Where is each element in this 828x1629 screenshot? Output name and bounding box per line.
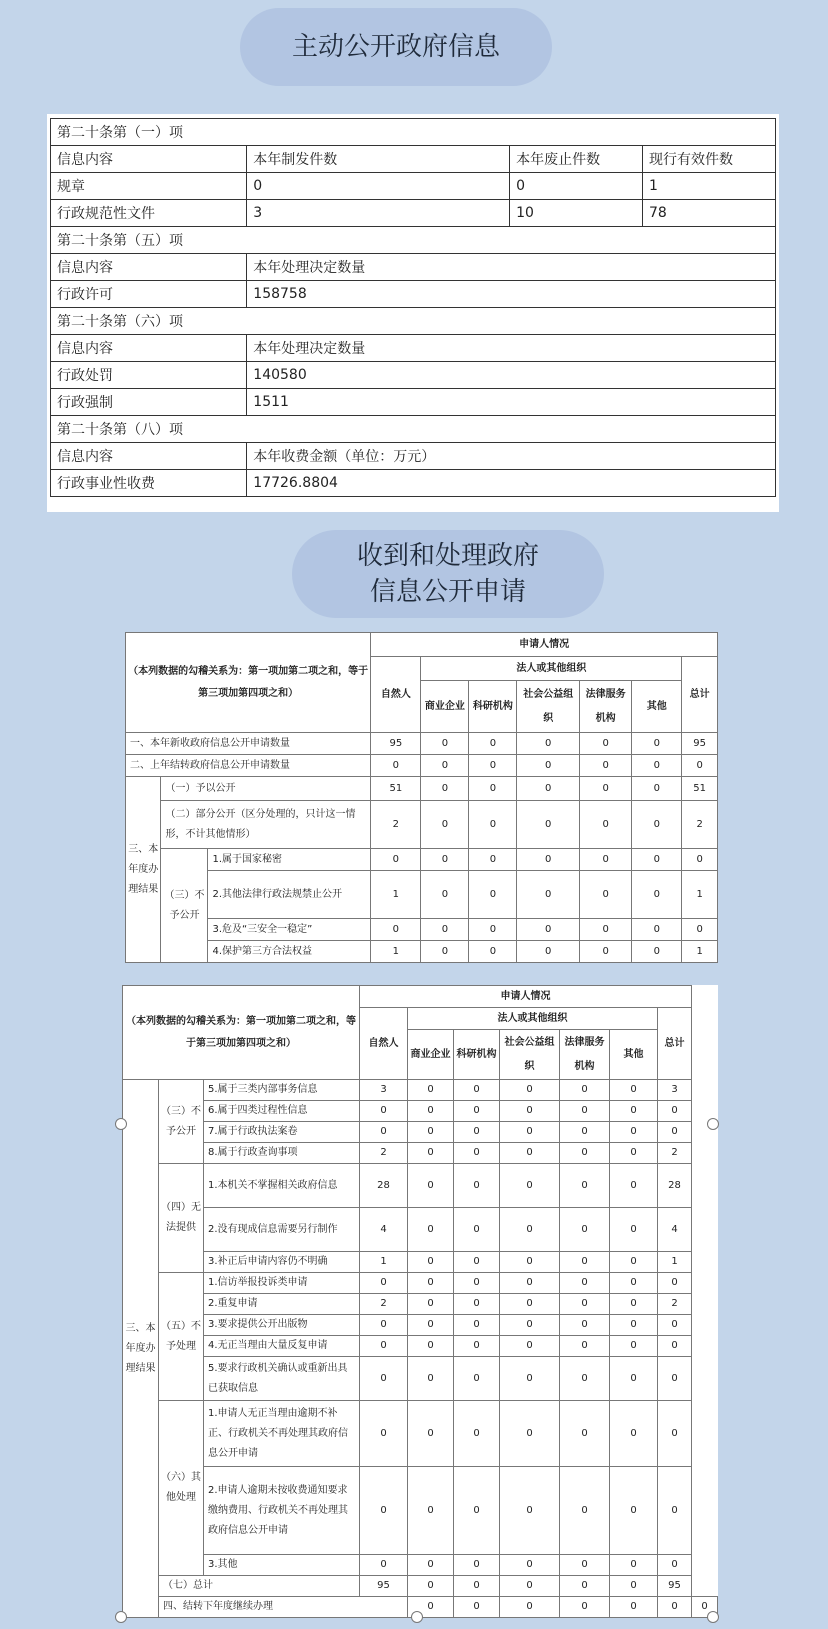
row-label: 7.属于行政执法案卷 [204, 1122, 360, 1143]
cell-label: 行政强制 [51, 389, 247, 416]
header-note: （本列数据的勾稽关系为：第一项加第二项之和，等于第三项加第四项之和） [123, 986, 360, 1080]
header-natural: 自然人 [371, 657, 421, 733]
cell-value: 本年废止件数 [510, 146, 643, 173]
value-cell: 0 [408, 1294, 454, 1315]
value-cell: 0 [421, 801, 469, 849]
value-cell: 2 [658, 1143, 692, 1164]
value-cell: 0 [610, 1273, 658, 1294]
value-cell: 0 [454, 1252, 500, 1273]
value-cell: 0 [408, 1080, 454, 1101]
row-label: 4.无正当理由大量反复申请 [204, 1336, 360, 1357]
value-cell: 0 [454, 1122, 500, 1143]
section-heading: 第二十条第（八）项 [51, 416, 776, 443]
table1-row [51, 119, 776, 146]
value-cell: 0 [500, 1555, 560, 1576]
section3-label: 三、本年度办理结果 [126, 777, 161, 963]
value-cell: 0 [560, 1143, 610, 1164]
value-cell: 0 [408, 1252, 454, 1273]
row-label: 5.属于三类内部事务信息 [204, 1080, 360, 1101]
table1-row [51, 362, 776, 389]
value-cell: 0 [517, 755, 580, 777]
value-cell: 0 [454, 1576, 500, 1597]
value-cell: 1 [682, 941, 718, 963]
value-cell: 0 [580, 733, 632, 755]
section-heading: 第二十条第（五）项 [51, 227, 776, 254]
value-cell: 0 [454, 1294, 500, 1315]
value-cell: 0 [610, 1467, 658, 1555]
cell-label: 规章 [51, 173, 247, 200]
header-legal: 法人或其他组织 [421, 657, 682, 681]
value-cell: 0 [500, 1597, 560, 1618]
row-label: 二、上年结转政府信息公开申请数量 [126, 755, 371, 777]
value-cell: 0 [517, 849, 580, 871]
row-label: （一）予以公开 [161, 777, 371, 801]
value-cell: 0 [500, 1252, 560, 1273]
value-cell: 95 [371, 733, 421, 755]
row-label: 一、本年新收政府信息公开申请数量 [126, 733, 371, 755]
value-cell: 0 [500, 1315, 560, 1336]
value-cell: 0 [408, 1597, 454, 1618]
value-cell: 0 [610, 1401, 658, 1467]
value-cell: 0 [454, 1336, 500, 1357]
value-cell: 0 [469, 755, 517, 777]
value-cell: 0 [454, 1597, 500, 1618]
value-cell: 0 [454, 1143, 500, 1164]
value-cell: 0 [560, 1294, 610, 1315]
value-cell: 0 [421, 919, 469, 941]
value-cell: 0 [469, 777, 517, 801]
value-cell: 0 [560, 1122, 610, 1143]
value-cell: 0 [517, 733, 580, 755]
row-label: （二）部分公开（区分处理的，只计这一情形，不计其他情形） [161, 801, 371, 849]
table1-row [51, 227, 776, 254]
cell-label: 行政事业性收费 [51, 470, 247, 497]
value-cell: 0 [658, 1555, 692, 1576]
value-cell: 0 [408, 1467, 454, 1555]
value-cell: 0 [421, 871, 469, 919]
cell-label: 信息内容 [51, 146, 247, 173]
value-cell: 0 [500, 1294, 560, 1315]
value-cell: 0 [580, 919, 632, 941]
row-label: 6.属于四类过程性信息 [204, 1101, 360, 1122]
value-cell: 0 [469, 919, 517, 941]
resize-handle-bottom[interactable] [411, 1611, 423, 1623]
row-label: 2.没有现成信息需要另行制作 [204, 1208, 360, 1252]
application-table-part1 [125, 632, 718, 963]
cell-value: 3 [247, 200, 510, 227]
value-cell: 0 [658, 1122, 692, 1143]
row-label: 1.属于国家秘密 [208, 849, 371, 871]
resize-handle-bottom-right[interactable] [707, 1611, 719, 1623]
value-cell: 0 [560, 1315, 610, 1336]
table1-row [51, 281, 776, 308]
table1-row [51, 308, 776, 335]
cell-label: 信息内容 [51, 443, 247, 470]
value-cell: 0 [580, 849, 632, 871]
table1-row [51, 470, 776, 497]
value-cell: 4 [658, 1208, 692, 1252]
value-cell: 1 [658, 1252, 692, 1273]
value-cell: 1 [682, 871, 718, 919]
value-cell: 0 [560, 1208, 610, 1252]
section2-title-line2: 信息公开申请 [369, 577, 526, 607]
value-cell: 1 [371, 871, 421, 919]
header-social: 社会公益组织 [500, 1030, 560, 1080]
value-cell: 0 [632, 755, 682, 777]
header-legal: 法人或其他组织 [408, 1008, 658, 1030]
value-cell: 0 [517, 801, 580, 849]
cell-value: 本年制发件数 [247, 146, 510, 173]
value-cell: 0 [610, 1315, 658, 1336]
cell-value: 78 [643, 200, 776, 227]
resize-handle-bottom-left[interactable] [115, 1611, 127, 1623]
value-cell: 0 [500, 1336, 560, 1357]
value-cell: 0 [517, 777, 580, 801]
value-cell: 0 [500, 1401, 560, 1467]
value-cell: 0 [560, 1101, 610, 1122]
value-cell: 0 [454, 1164, 500, 1208]
cell-value: 现行有效件数 [643, 146, 776, 173]
cell-value: 0 [247, 173, 510, 200]
value-cell: 95 [682, 733, 718, 755]
header-social: 社会公益组织 [517, 681, 580, 733]
value-cell: 0 [500, 1101, 560, 1122]
value-cell: 0 [658, 1597, 692, 1618]
row-label: （七）总计 [159, 1576, 360, 1597]
value-cell: 2 [371, 801, 421, 849]
value-cell: 0 [360, 1336, 408, 1357]
value-cell: 0 [632, 941, 682, 963]
row-label: 8.属于行政查询事项 [204, 1143, 360, 1164]
value-cell: 0 [360, 1555, 408, 1576]
section-heading: 第二十条第（一）项 [51, 119, 776, 146]
group4-label: （四）无法提供 [159, 1164, 204, 1273]
row-label: 2.其他法律行政法规禁止公开 [208, 871, 371, 919]
header-research: 科研机构 [454, 1030, 500, 1080]
value-cell: 0 [658, 1401, 692, 1467]
value-cell: 0 [658, 1315, 692, 1336]
value-cell: 0 [454, 1467, 500, 1555]
value-cell: 0 [658, 1357, 692, 1401]
value-cell: 0 [469, 849, 517, 871]
value-cell: 0 [500, 1122, 560, 1143]
value-cell: 0 [454, 1101, 500, 1122]
value-cell: 0 [408, 1555, 454, 1576]
row-label: 四、结转下年度继续办理 [159, 1597, 408, 1618]
value-cell: 0 [560, 1401, 610, 1467]
value-cell: 0 [560, 1252, 610, 1273]
cell-value: 158758 [247, 281, 776, 308]
cell-label: 信息内容 [51, 335, 247, 362]
cell-value: 0 [510, 173, 643, 200]
row-label: 2.重复申请 [204, 1294, 360, 1315]
value-cell: 0 [408, 1122, 454, 1143]
value-cell: 0 [610, 1597, 658, 1618]
value-cell: 0 [454, 1080, 500, 1101]
application-table-part2 [122, 985, 718, 1618]
header-commercial: 商业企业 [408, 1030, 454, 1080]
value-cell: 0 [421, 733, 469, 755]
cell-value: 10 [510, 200, 643, 227]
value-cell: 0 [421, 777, 469, 801]
value-cell: 0 [610, 1357, 658, 1401]
value-cell: 0 [692, 1597, 718, 1618]
value-cell: 3 [360, 1080, 408, 1101]
value-cell: 0 [632, 871, 682, 919]
value-cell: 0 [658, 1467, 692, 1555]
table1-row [51, 200, 776, 227]
value-cell: 0 [632, 801, 682, 849]
value-cell: 0 [469, 733, 517, 755]
value-cell: 0 [408, 1401, 454, 1467]
header-note: （本列数据的勾稽关系为：第一项加第二项之和，等于第三项加第四项之和） [126, 633, 371, 733]
table1-row [51, 335, 776, 362]
cell-value: 本年处理决定数量 [247, 335, 776, 362]
value-cell: 0 [408, 1576, 454, 1597]
value-cell: 0 [560, 1555, 610, 1576]
value-cell: 0 [580, 755, 632, 777]
section1-title: 主动公开政府信息 [240, 8, 552, 86]
cell-value: 1511 [247, 389, 776, 416]
value-cell: 0 [658, 1101, 692, 1122]
value-cell: 28 [658, 1164, 692, 1208]
value-cell: 0 [360, 1357, 408, 1401]
value-cell: 0 [421, 941, 469, 963]
value-cell: 0 [560, 1357, 610, 1401]
value-cell: 0 [469, 941, 517, 963]
value-cell: 0 [560, 1080, 610, 1101]
value-cell: 0 [560, 1336, 610, 1357]
header-research: 科研机构 [469, 681, 517, 733]
value-cell: 0 [500, 1208, 560, 1252]
cell-label: 行政规范性文件 [51, 200, 247, 227]
value-cell: 0 [658, 1273, 692, 1294]
table1-row [51, 443, 776, 470]
table1-row [51, 254, 776, 281]
value-cell: 0 [682, 755, 718, 777]
value-cell: 0 [454, 1401, 500, 1467]
value-cell: 0 [408, 1164, 454, 1208]
value-cell: 0 [682, 849, 718, 871]
value-cell: 2 [682, 801, 718, 849]
value-cell: 0 [560, 1467, 610, 1555]
value-cell: 0 [421, 755, 469, 777]
value-cell: 0 [371, 755, 421, 777]
value-cell: 0 [360, 1467, 408, 1555]
value-cell: 0 [408, 1101, 454, 1122]
value-cell: 0 [454, 1315, 500, 1336]
value-cell: 0 [632, 849, 682, 871]
active-disclosure-table [50, 118, 776, 497]
value-cell: 0 [408, 1336, 454, 1357]
header-total: 总计 [658, 1008, 692, 1080]
value-cell: 0 [610, 1555, 658, 1576]
value-cell: 0 [517, 941, 580, 963]
value-cell: 0 [560, 1576, 610, 1597]
value-cell: 0 [469, 801, 517, 849]
value-cell: 0 [560, 1273, 610, 1294]
header-other: 其他 [610, 1030, 658, 1080]
header-lawservice: 法律服务机构 [560, 1030, 610, 1080]
value-cell: 1 [360, 1252, 408, 1273]
value-cell: 0 [408, 1208, 454, 1252]
value-cell: 0 [517, 919, 580, 941]
value-cell: 0 [610, 1143, 658, 1164]
value-cell: 0 [421, 849, 469, 871]
value-cell: 0 [500, 1164, 560, 1208]
value-cell: 0 [560, 1597, 610, 1618]
cell-value: 140580 [247, 362, 776, 389]
group3-label: （三）不予公开 [161, 849, 208, 963]
value-cell: 0 [454, 1357, 500, 1401]
value-cell: 0 [360, 1401, 408, 1467]
row-label: 3.补正后申请内容仍不明确 [204, 1252, 360, 1273]
value-cell: 0 [360, 1101, 408, 1122]
section2-title-line1: 收到和处理政府 [356, 541, 539, 571]
row-label: 3.要求提供公开出版物 [204, 1315, 360, 1336]
value-cell: 2 [658, 1294, 692, 1315]
resize-handle-left[interactable] [115, 1118, 127, 1130]
value-cell: 0 [610, 1208, 658, 1252]
row-label: 1.申请人无正当理由逾期不补正、行政机关不再处理其政府信息公开申请 [204, 1401, 360, 1467]
value-cell: 0 [610, 1336, 658, 1357]
header-total: 总计 [682, 657, 718, 733]
value-cell: 0 [610, 1252, 658, 1273]
row-label: 3.其他 [204, 1555, 360, 1576]
section-heading: 第二十条第（六）项 [51, 308, 776, 335]
value-cell: 0 [500, 1143, 560, 1164]
value-cell: 0 [610, 1101, 658, 1122]
header-lawservice: 法律服务机构 [580, 681, 632, 733]
value-cell: 0 [632, 733, 682, 755]
value-cell: 0 [371, 919, 421, 941]
table1-row [51, 416, 776, 443]
value-cell: 0 [408, 1315, 454, 1336]
resize-handle-right[interactable] [707, 1118, 719, 1130]
value-cell: 0 [360, 1273, 408, 1294]
cell-label: 信息内容 [51, 254, 247, 281]
value-cell: 0 [632, 777, 682, 801]
value-cell: 0 [500, 1273, 560, 1294]
value-cell: 4 [360, 1208, 408, 1252]
value-cell: 0 [610, 1294, 658, 1315]
value-cell: 51 [371, 777, 421, 801]
row-label: 2.申请人逾期未按收费通知要求缴纳费用、行政机关不再处理其政府信息公开申请 [204, 1467, 360, 1555]
value-cell: 0 [500, 1576, 560, 1597]
value-cell: 0 [580, 777, 632, 801]
value-cell: 3 [658, 1080, 692, 1101]
value-cell: 0 [360, 1122, 408, 1143]
value-cell: 0 [500, 1080, 560, 1101]
group3-label: （三）不予公开 [159, 1080, 204, 1164]
group5-label: （五）不予处理 [159, 1273, 204, 1401]
value-cell: 1 [371, 941, 421, 963]
row-label: 4.保护第三方合法权益 [208, 941, 371, 963]
value-cell: 0 [610, 1080, 658, 1101]
value-cell: 0 [454, 1208, 500, 1252]
value-cell: 0 [408, 1357, 454, 1401]
value-cell: 0 [371, 849, 421, 871]
cell-value: 本年处理决定数量 [247, 254, 776, 281]
cell-label: 行政许可 [51, 281, 247, 308]
value-cell: 0 [454, 1555, 500, 1576]
value-cell: 0 [580, 871, 632, 919]
section3-label: 三、本年度办理结果 [123, 1080, 159, 1618]
cell-value: 17726.8804 [247, 470, 776, 497]
value-cell: 28 [360, 1164, 408, 1208]
value-cell: 0 [469, 871, 517, 919]
value-cell: 0 [658, 1336, 692, 1357]
table1-row [51, 173, 776, 200]
table1-row [51, 146, 776, 173]
group6-label: （六）其他处理 [159, 1401, 204, 1576]
cell-value: 本年收费金额（单位：万元） [247, 443, 776, 470]
value-cell: 0 [454, 1273, 500, 1294]
header-commercial: 商业企业 [421, 681, 469, 733]
cell-value: 1 [643, 173, 776, 200]
value-cell: 0 [500, 1467, 560, 1555]
value-cell: 0 [500, 1357, 560, 1401]
row-label: 1.信访举报投诉类申请 [204, 1273, 360, 1294]
value-cell: 0 [610, 1122, 658, 1143]
value-cell: 0 [408, 1273, 454, 1294]
row-label: 5.要求行政机关确认或重新出具已获取信息 [204, 1357, 360, 1401]
header-applicant: 申请人情况 [371, 633, 718, 657]
cell-label: 行政处罚 [51, 362, 247, 389]
table1-row [51, 389, 776, 416]
value-cell: 0 [580, 941, 632, 963]
value-cell: 0 [610, 1576, 658, 1597]
value-cell: 95 [658, 1576, 692, 1597]
value-cell: 0 [408, 1143, 454, 1164]
value-cell: 2 [360, 1294, 408, 1315]
value-cell: 0 [560, 1164, 610, 1208]
row-label: 3.危及“三安全一稳定” [208, 919, 371, 941]
value-cell: 2 [360, 1143, 408, 1164]
value-cell: 0 [580, 801, 632, 849]
section2-title [292, 530, 604, 618]
value-cell: 0 [632, 919, 682, 941]
header-natural: 自然人 [360, 1008, 408, 1080]
header-other: 其他 [632, 681, 682, 733]
value-cell: 95 [360, 1576, 408, 1597]
header-applicant: 申请人情况 [360, 986, 692, 1008]
row-label: 1.本机关不掌握相关政府信息 [204, 1164, 360, 1208]
value-cell: 51 [682, 777, 718, 801]
value-cell: 0 [360, 1315, 408, 1336]
value-cell: 0 [682, 919, 718, 941]
value-cell: 0 [517, 871, 580, 919]
value-cell: 0 [610, 1164, 658, 1208]
